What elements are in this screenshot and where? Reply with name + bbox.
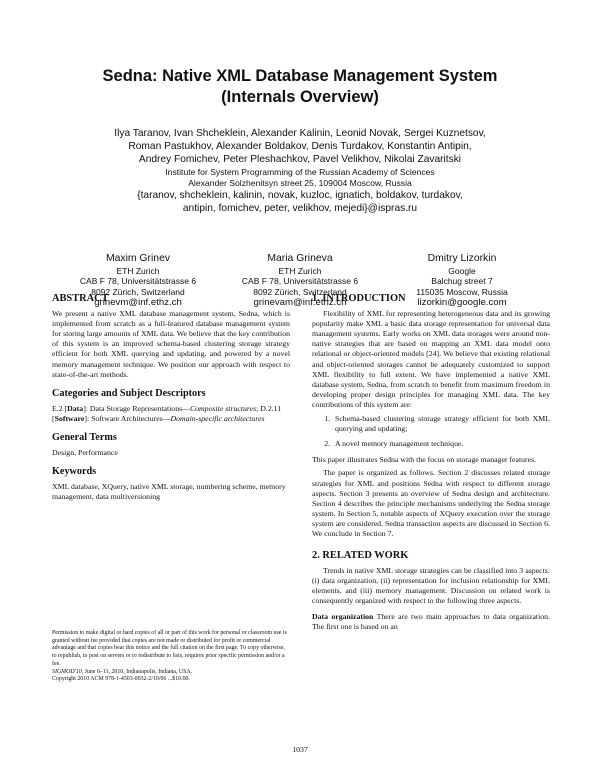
introduction-heading: 1. INTRODUCTION (312, 293, 406, 304)
author-org: Google (448, 265, 476, 276)
list-item: 2. A novel memory management technique. (332, 439, 550, 449)
keywords-text: XML database, XQuery, native XML storage, numbering scheme, memory management, data multiversioning (52, 482, 286, 502)
author-name: Maxim Grinev (105, 253, 171, 264)
general-terms-text: Design, Performance (52, 448, 118, 458)
footnote-venue: SIGMOD'10, June 6–11, 2010, Indianapolis, Indiana, USA. (52, 668, 193, 675)
author-addr-line-1: Balchug street 7 (431, 276, 493, 287)
author-addr-line-1: CAB F 78, Universitätstrasse 6 (79, 276, 197, 287)
author-name: Maria Grineva (267, 253, 333, 264)
intro-paragraph-1: Flexibility of XML for representing heterogeneous data and its growing popularity make XML a basic data storage representation for universal data management systems. Early works on XML data storages were around non-native strategies that are based on mapping an XML data model onto relational or object-oriented models [24]. We believe that existing relational and object-oriented storages cannot be adequately customized to support XML flexibility to full extent. We have implemented a native XML database system, Sedna, from scratch to benefit from maximum freedom in developing proper design principles for managing XML data. The key contributions of this system are: (312, 309, 550, 409)
related-paragraph-1: Trends in native XML storage strategies can be classified into 3 aspects: (i) data organization, (ii) representation for inclusion relationship for XML elements, and (iii) memory management. Discussion on related work is consequently organized with respect to the following three aspects. (312, 566, 550, 606)
author-addr-line-1: CAB F 78, Universitätstrasse 6 (241, 276, 359, 287)
keywords-heading: Keywords (52, 466, 97, 478)
title-line-2: (Internals Overview) (221, 88, 379, 106)
author-emails-line-1: {taranov, shcheklein, kalinin, novak, kuzloc, ignatich, boldakov, turdakov, (137, 189, 463, 201)
author-org: ETH Zurich (278, 265, 322, 276)
author-names-line-1: Ilya Taranov, Ivan Shcheklein, Alexander Kalinin, Leonid Novak, Sergei Kuznetsov, (114, 128, 486, 139)
author-addr-line-2: 115035 Moscow, Russia (416, 286, 508, 297)
general-terms-heading: General Terms (52, 432, 117, 444)
related-paragraph-2: Data organization There are two main approaches to data organization. The first one is based on an (312, 611, 550, 631)
author-block-main (40, 127, 560, 215)
right-column (312, 294, 550, 635)
author-address: Alexander Solzhenitsyn street 25, 109004 Moscow, Russia (188, 177, 412, 188)
contributions-list (312, 414, 550, 449)
author-org: ETH Zurich (116, 265, 160, 276)
permission-footnote (52, 630, 290, 684)
author-addr-line-2: 8092 Zürich, Switzerland (91, 286, 185, 297)
paper-title (40, 66, 560, 108)
footnote-copyright: Copyright 2010 ACM 978-1-4503-0032-2/10/06 ...$10.00. (52, 676, 190, 683)
intro-paragraph-3: The paper is organized as follows. Section 2 discusses related storage strategies for XML and positions Sedna with respect to different storage aspects. Section 3 presents an overview of Sedna design and architecture. Section 4 describes the principle mechanisms underlying the Sedna storage system. In Section 5, notable aspects of XQuery execution over the storage system are considered. Sedna transaction aspects are discussed in Section 6. We conclude in Section 7. (312, 468, 550, 538)
author-names-line-3: Andrey Fomichev, Peter Pleshachkov, Pavel Velikhov, Nikolai Zavaritski (138, 154, 462, 166)
footnote-text: Permission to make digital or hard copies of all or part of this work for personal or classroom use is granted without fee provided that copies are not made or distributed for profit or commercial advantage and that copies bear this notice and the full citation on the first page. To copy otherwise, to republish, to post on servers or to redistribute to lists, requires prior specific permission and/or a fee. (52, 630, 287, 667)
author-addr-line-2: 8092 Zürich, Switzerland (253, 286, 347, 297)
list-item: 1. Schema-based clustering storage strategy efficient for both XML querying and updating; (332, 414, 550, 434)
intro-paragraph-2: This paper illustrates Sedna with the focus on storage manager features. (312, 455, 537, 465)
related-work-heading: 2. RELATED WORK (312, 550, 409, 562)
author-email: lizorkin@google.com (417, 297, 507, 309)
author-names-line-2: Roman Pastukhov, Alexander Boldakov, Denis Turdakov, Konstantin Antipin, (128, 141, 472, 153)
author-affiliation: Institute for System Programming of the Russian Academy of Sciences (165, 166, 435, 177)
abstract-heading: ABSTRACT (52, 293, 109, 304)
author-email: grinevm@inf.ethz.ch (94, 297, 182, 309)
title-line-1: Sedna: Native XML Database Management System (102, 67, 498, 85)
categories-heading: Categories and Subject Descriptors (52, 387, 206, 399)
abstract-text: We present a native XML database management system, Sedna, which is implemented from scratch as a full-featured database management system for storing large amounts of XML data. We believe that the key contribution of this system is an improved schema-based clustering storage strategy efficient for both XML querying and updating, and powered by a novel memory management technique. We position our approach with respect to state-of-the-art methods. (52, 309, 290, 379)
author-emails-line-2: antipin, fomichev, peter, velikhov, mejedi}@ispras.ru (182, 202, 418, 214)
author-email: grinevam@inf.ethz.ch (253, 297, 347, 309)
left-column (52, 294, 290, 506)
author-name: Dmitry Lizorkin (427, 253, 497, 264)
categories-text: E.2 [Data]: Data Storage Representations—Composite structures; D.2.11 [Software]: Software Architectures—Domain-specific architectures (52, 403, 282, 423)
page-number: 1037 (292, 745, 308, 754)
